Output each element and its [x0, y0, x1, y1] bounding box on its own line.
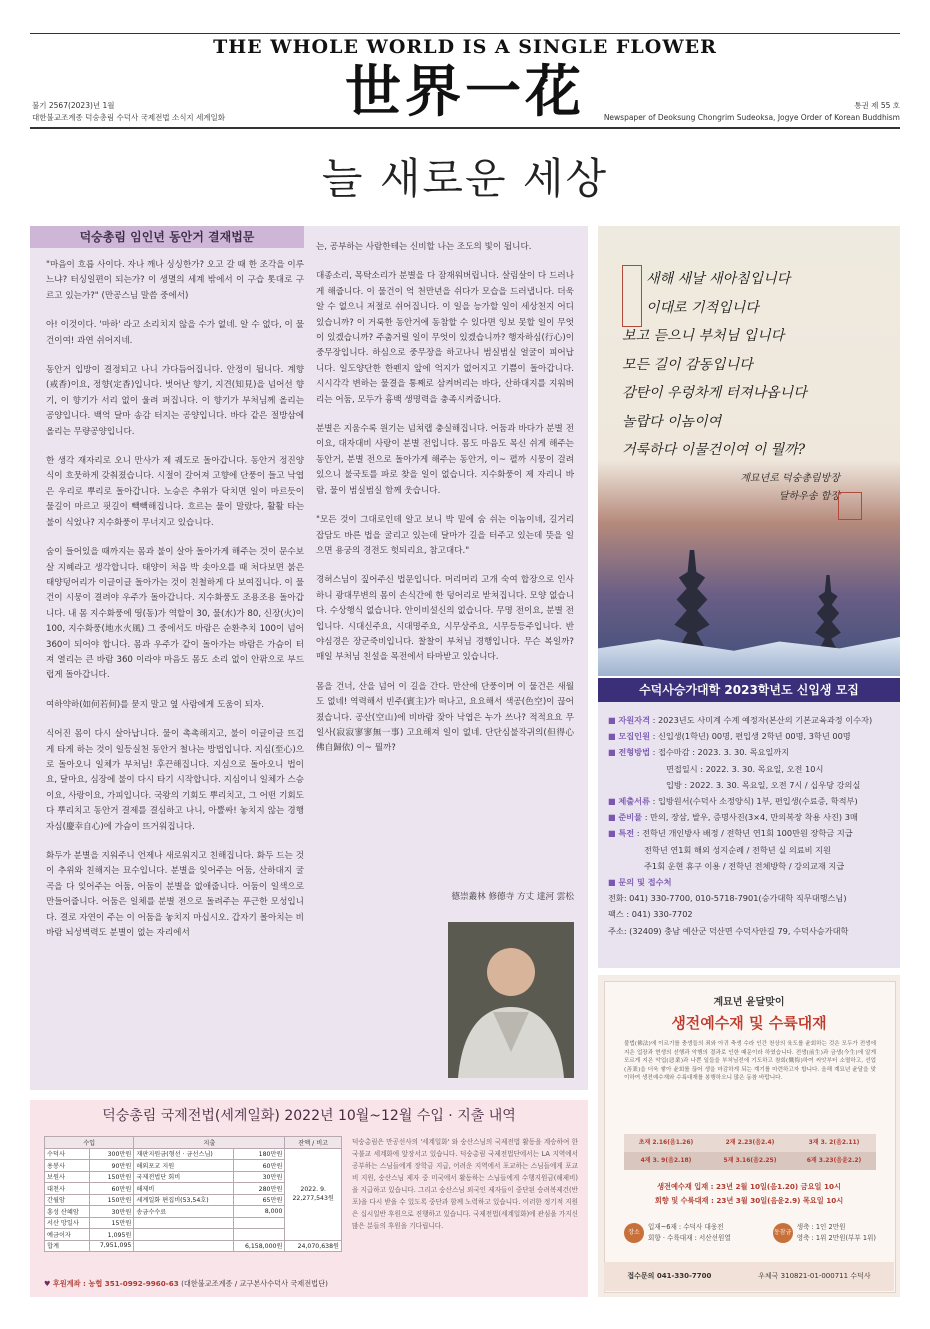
venue-line: 입재~6재 : 수덕사 대웅전 [648, 1223, 724, 1231]
list-item: ■ 준비물 : 만의, 장삼, 발우, 증명사진(3×4, 만의복장 착용 사진) 3매 [608, 812, 858, 823]
masthead-volume-info [604, 100, 900, 124]
masthead-top-rule [30, 33, 900, 34]
publisher: 대한불교조계종 덕숭총림 수덕사 국제전법 소식지 세계일화 [32, 113, 226, 122]
article-heading: 덕숭총림 임인년 동안거 결재법문 [30, 226, 304, 248]
list-item: 전학년 연1회 해외 성지순례 / 전학년 실 의료비 지원 [644, 844, 831, 855]
table-total-row: 합계 7,951,095 6,158,000원 24,070,638원 [45, 1240, 342, 1252]
list-item: ■ 전형방법 : 접수마감 : 2023. 3. 30. 목요일까지 [608, 747, 790, 758]
recruitment-title: 수덕사승가대학 2023학년도 신입생 모집 [598, 678, 900, 702]
list-item: 면접일시 : 2022. 3. 30. 목요일, 오전 10시 [666, 763, 824, 774]
event-description: 불법(佛法)에 이르기를 충생들의 죄와 아귀 축생 수라 인간 천상의 육도를 윤회하는 것은 모두가 전생에 지은 업장과 현생의 선행과 악행의 결과로 인한 때문이라 하였습니다. 전생(前生)과 금생(今生)에 알게 모르게 지은 악업(惡業)과 나쁜 일들을 부처님전에 기도하고 참회(懺悔)하여 씨앗부터 소멸하고, 선업(善業)을 더욱 쌓아 윤회를 끊어 생을 마감하게 되는 계기를 마련하고자 합니다. 올해 계묘년 윤달을 맞이하여 생전예수재와 수륙대재를 봉행하오니 많은 동참 바랍니다. [624, 1041, 876, 1082]
table-row: 용봉사 90만원 해외포교 지원 60만원 [45, 1160, 342, 1172]
event-details [624, 1222, 876, 1244]
publisher-english: Newspaper of Deoksung Chongrim Sudeoksa, Jogye Order of Korean Buddhism [603, 113, 900, 122]
account-owner: (대한불교조계종 / 교구본사수덕사 국제전법단) [181, 1279, 328, 1288]
venue-badge: 장소 [624, 1223, 644, 1243]
paragraph: 숨이 들어있을 때까지는 몸과 불이 살아 돌아가게 해주는 것이 문수보살 지혜라고 생각합니다. 태양이 처음 박 솟아오를 때 처다보면 붉은 태양덩어리가 이글이글 돌아가는 것이 친철하게 다 보여집니다. 이 물건이 시뭉이 결려야 우주가 돌아갑니다. 지수화풍도 조용조용 돌아갑니다. 내 몸 지수화풍에 띵(동)가 역할이 30, 물(水)가 80, 신장(火)이 100, 지수화풍(地水火風) 그 중에서도 바람은 순환추치 100이 넘어 360이 되어야 합니다. 몸과 우주가 같이 돌아가는 바람은 가슴이 터져 열리는 큰 바람 360 이라야 마음도 몸도 소리 없이 안팎으로 부드럽게 돌아갑니다. [46, 547, 304, 681]
fee-line: 영축 : 1위 2만원(부부 1위) [796, 1234, 876, 1242]
paragraph: 아! 이것이다. '마하' 라고 소리치지 않을 수가 없네. 알 수 없다, 이 물건이여! 과연 쉬어지네. [46, 320, 304, 346]
finance-title: 덕숭총림 국제전법(세계일화) 2022년 10월~12월 수입 · 지출 내역 [102, 1108, 516, 1124]
expense-header: 지출 [134, 1137, 285, 1149]
list-item: 주1회 운현 휴구 이용 / 전학년 전체방학 / 강의교재 지급 [644, 860, 845, 871]
paragraph: 경허스님이 짚어주신 법문입니다. 머리머리 고개 숙여 합장으로 인사하니 광대무변의 몸이 손식간에 한 덩어리로 받쳐집니다. 모양 없습니다. 수상행식 없습니다. 안이비설신의 없습니다. 무명 전이요, 분별 전입니다. 시대신주요, 시대명주요, 시무상주요, 시무등등주입니다. 반야심경은 장군죽비입니다. 찰찰이 부처님 경행입니다. 무슨 복일까? 매일 부처님 친설을 목전에서 타마받고 있습니다. [316, 575, 574, 663]
list-item: ■ 특전 : 전학년 개인방사 배정 / 전학년 연1회 100만원 장학금 지급 [608, 828, 853, 839]
issue-number: 통권 제 55 호 [854, 101, 900, 110]
person-icon [448, 922, 574, 1078]
paragraph: 몸을 건너, 산을 넘어 이 길을 간다. 만산에 단풍이며 이 물건은 새월도 없네! 역력해서 빈주(賓主)가 떠나고, 요요해서 색공(色空)이 끊어졌습니다. 공산(空山)에 비바람 잦아 낙엽은 누가 쓰나? 적적요요 무일사(寂寂寥寥無一事) 고요해져 일이 없네. 단단심불작귀의(但得心佛自歸依) 이~ 뭘까? [316, 681, 574, 754]
list-item: ■ 문의 및 접수처 [608, 877, 672, 888]
list-item: 전화: 041) 330-7700, 010-5718-7901(승가대학 직무대행스님) [608, 893, 847, 904]
paragraph: "마음이 흐릅 사이다. 자나 깨나 싱싱한가? 오고 갈 때 한 조각을 이루느냐? 터싱일편이 되는가? 이 생멸의 세계 밖에서 이 구습 톳대로 구르고 있는가?" (만공스님 말씀 중에서) [46, 260, 304, 301]
article-column-2 [316, 240, 574, 771]
masthead-bottom-rule [30, 127, 900, 129]
balance-header: 잔액 / 비고 [285, 1137, 342, 1149]
event-subtitle: 계묘년 윤달맞이 [713, 997, 785, 1008]
schedule-cell: 초재 2.16(음1.26) [624, 1134, 708, 1152]
paragraph: 동안거 입방이 결정되고 나니 가다듬어집니다. 안정이 됩니다. 계향(戒香)이요, 정향(定香)입니다. 벗어난 향기, 지견(知見)을 넘어선 향기, 이 향기가 서리 없이 울려 퍼집니다. 이 향기가 부처님께 올리는 공양입니다. 백억 달마 송감 터지는 공양입니다. 바다 같은 절방삼에 올리는 무량공양입니다. [46, 365, 304, 437]
table-row: 대천사 60만원 해제비 280만원 [45, 1183, 342, 1195]
poster-line: 이대로 기적입니다 [646, 299, 759, 316]
paragraph: 여하약하(如何若何)를 묻지 말고 옆 사람에게 도움이 되자. [46, 699, 264, 710]
poster-line: 놀랍다 이놈이여 [622, 413, 722, 430]
masthead-logo: 世界一花 [345, 59, 585, 125]
list-item: ■ 제출서류 : 입방원서(수덕사 소정양식) 1부, 편입생(수료증, 학적부) [608, 796, 858, 807]
date-line: 생전예수재 입재 : 23년 2월 10일(음1.20) 금요일 10시 [657, 1182, 841, 1191]
paragraph: "모든 것이 그대로인데 알고 보니 박 밑에 숨 쉬는 이놈이네, 길거리 잡담도 바른 법을 굴리고 있는데 달마가 길을 터주고 있는데 뜻을 일으면 용궁의 경전도 헛되리요, 참고대다." [316, 515, 574, 556]
table-header-row [45, 1137, 342, 1149]
list-item: 팩스 : 041) 330-7702 [608, 909, 693, 920]
ceremony-schedule-grid [624, 1134, 876, 1170]
signature-line: 달하우송 합장 [778, 491, 840, 502]
schedule-cell: 6재 3.23(음윤2.2) [792, 1152, 876, 1170]
list-item: 주소: (32409) 충남 예산군 덕산면 수덕사안길 79, 수덕사승가대학 [608, 925, 849, 936]
poster-calligraphy [622, 265, 892, 465]
schedule-cell: 2재 2.23(음2.4) [708, 1134, 792, 1152]
stamp-icon [838, 492, 862, 520]
poster-line: 새해 새날 새아침입니다 [646, 271, 791, 287]
event-key-dates [604, 1180, 894, 1208]
paragraph: 분별은 지움수록 원기는 넘쳐랩 충실해집니다. 어둠과 바다가 분별 전이요, 대자대비 사랑이 분별 전입니다. 몸도 마음도 목신 쉬게 해주는 동안거, 분별 전으로 돌아가게 해주는 동안거, 이~ 펼까 시뭉이 걸려있으니 불국토를 파로 찾을 일이 없습니다. 지수화풍이 제 자리니 바람, 물이 범실범실 함께 웃습니다. [316, 424, 574, 496]
table-row: 예금이자 1,095원 [45, 1229, 342, 1241]
poster-line: 거룩하다 이물건이여 이 뭘까? [622, 442, 806, 458]
fee-info [773, 1222, 876, 1244]
list-item: 입방 : 2022. 3. 30. 목요일, 오전 7시 / 십우당 강의실 [666, 779, 861, 790]
table-row: 서산 망일사 15만원 [45, 1217, 342, 1229]
paragraph: 대종소리, 목탁소리가 분별을 다 잠재워버립니다. 살림살이 다 드러나게 해줍니다. 이 물건이 억 천만년을 쉬다가 모습을 드러냅니다. 더욱 알 수 없으니 저절로 쉬어집니다. 이 일을 능가할 일이 세상천지 어디 있습니까? 이 거룩한 동안거에 동참할 수 있다면 잉보 못할 일이 무엇이 있겠습니까? 주춤거릴 일이 무엇이 있겠습니까? 행자하심(行心)이 중무장입니다. 하심으로 중무장을 하고나니 범실범실 얼굴이 피어납니다. 일도양단한 한펜지 앞에 억지가 없어지고 기쁨이 돌아갑니다. 시시각각 변하는 물결을 통째로 삼켜버리는 바다, 산하대지를 지워버리는 어둠, 모두가 흉백 생명력을 충족시켜줍니다. [316, 271, 574, 405]
balance-note: 2022. 9. 22,277,543원 [285, 1148, 342, 1240]
article-signoff: 德崇叢林 修德寺 方丈 達河 雲松 [451, 892, 574, 902]
schedule-cell: 5재 3.16(음2.25) [708, 1152, 792, 1170]
page-headline: 늘 새로운 세상 [321, 154, 609, 203]
total-balance: 24,070,638원 [285, 1240, 342, 1252]
paragraph: 식어진 몸이 다시 살아납니다. 물이 촉촉해지고, 불이 이글이글 뜨겁게 타게 하는 것이 일등실천 동안거 철나는 방법입니다. 지심(至心)으로 돌아오니 일체가 부처님! 후끈해집니다. 지심으로 돌아오니 법이요, 달마요, 심장에 불이 다시 타기 시작합니다. 지심이니 일체가 스승이요, 사랑이요, 가피입니다. 국왕의 기회도 뿌리치고, 그 어떤 기회도 다 뿌리치고 동안거 결제를 결심하고 나니, 아뿔싸! 놓치지 않는 경행자심(慶幸自心)에 가슴이 뜨거워집니다. [46, 729, 304, 832]
masthead-issue-info [32, 100, 225, 124]
table-row: 흥성 산혜암 30만원 송금수수료 8,000 [45, 1206, 342, 1218]
article-column-1 [46, 258, 304, 955]
table-row: 보원사 150만원 국제전법단 회비 30만원 [45, 1171, 342, 1183]
schedule-row [624, 1152, 876, 1170]
paragraph: 한 생각 재자리로 오니 만사가 제 궤도로 돌아갑니다. 동안거 정진양식이 흐뭇하게 갖춰졌습니다. 시절이 갈어져 고향에 단풍이 들고 낙엽은 우리로 뿌리로 돌아갑니다. 노승은 추위가 닥치면 일이 마르듯이 물길이 마르고 핏길이 빽빽해집니다. 흐르는 물이 말랐다, 활활 타는 불이 식었나? 지수화풍이 무너지고 있습니다. [46, 456, 304, 528]
paragraph: 화두가 분별을 지워주니 언제나 새로워지고 친해집니다. 화두 드는 것이 추위와 친해지는 묘수입니다. 분별을 잊어주는 어둠, 산하대지 굴곡을 다 잊어주는 어둠, 어둠이 분별을 없애줍니다. 어둠이 일색으로 만들어줍니다. 어둠은 일체를 분별 전으로 돌려주는 푸근한 모성입니다. 결로 자연이 주는 이 어둠을 놓치지 마십시오. 갑자기 몰아치는 비바람 뇌성벽력도 분별이 없는 자리에서 [46, 851, 304, 939]
poster-signature [700, 470, 840, 506]
monk-portrait-photo [448, 922, 574, 1078]
poster-line: 감탄이 우렁차게 터져나옵니다 [622, 385, 807, 401]
bank-account: 우체국 310821-01-000711 수덕사 [758, 1272, 871, 1280]
event-contact-bar [604, 1262, 894, 1291]
schedule-cell: 4재 3. 9(음2.18) [624, 1152, 708, 1170]
signature-line: 계묘년로 덕숭총림방장 [740, 473, 840, 484]
account-number: 후원계좌 : 농협 351-0992-9960-63 [52, 1279, 179, 1288]
list-item: ■ 자원자격 : 2023년도 사미계 수계 예정자(본산의 기본교육과정 이수자) [608, 715, 873, 725]
fee-line: 생축 : 1인 2만원 [796, 1223, 846, 1231]
venue-line: 회향 · 수륙대재 : 서산선원열 [648, 1234, 731, 1242]
table-row: 간월암 150만원 세계일화 편집비(53,54호) 65만원 [45, 1194, 342, 1206]
heart-icon: ♥ [44, 1279, 51, 1288]
list-item: ■ 모집인원 : 신입생(1학년) 00명, 편입생 2학년 00명, 3학년 00명 [608, 731, 851, 742]
venue-info [624, 1222, 731, 1244]
table-row: 수덕사 300만원 재판지원금(형선 · 금선스님) 180만원 2022. 9. 22,277,543원 [45, 1148, 342, 1160]
schedule-row [624, 1134, 876, 1152]
date-line: 회향 및 수륙대재 : 23년 3월 30일(음윤2.9) 목요일 10시 [654, 1196, 844, 1205]
masthead-motto: THE WHOLE WORLD IS A SINGLE FLOWER [213, 36, 717, 58]
finance-table [44, 1136, 342, 1252]
schedule-cell: 3재 3. 2(음2.11) [792, 1134, 876, 1152]
contact-phone: 접수문의 041-330-7700 [627, 1272, 712, 1280]
income-header: 수입 [45, 1137, 134, 1149]
issue-date: 불기 2567(2023)년 1월 [32, 101, 115, 110]
event-title: 생전예수재 및 수륙대재 [671, 1014, 827, 1032]
donation-account [44, 1279, 444, 1289]
finance-description: 덕숭총림은 만공선사의 '세계일화' 와 숭산스님의 국제전법 활동을 계승하여 한국불교 세계화에 앞장서고 있습니다. 덕숭총림 국제전법단에서는 LA 지역에서 공부하는 스님들에게 장학금 지급, 어려운 지역에서 포교하는 스님들에게 포교비 지원, 숭산스님 제자 중 미국에서 활동하는 스님들에게 수행지원금(해제비)을 지급하고 있습니다. 그리고 숭산스님 외국인 제자들이 중단된 승려복제건(반포)을 다시 받을 수 있도록 중단과 함께 노력하고 있습니다. 이러한 정기적 지원은 십시일반 후원으로 진행하고 있습니다. 국제전법(세계일화)에 관심을 가지신 많은 분들의 후원을 기다립니다. [352, 1138, 578, 1230]
recruitment-list [608, 712, 896, 939]
poster-line: 모든 길이 감동입니다 [622, 356, 753, 373]
poster-line: 보고 듣으니 부처님 입니다 [622, 328, 785, 344]
fee-badge: 동참금 [773, 1223, 793, 1243]
paragraph: 는, 공부하는 사람한테는 신비할 나는 조도의 빛이 됩니다. [316, 242, 532, 252]
